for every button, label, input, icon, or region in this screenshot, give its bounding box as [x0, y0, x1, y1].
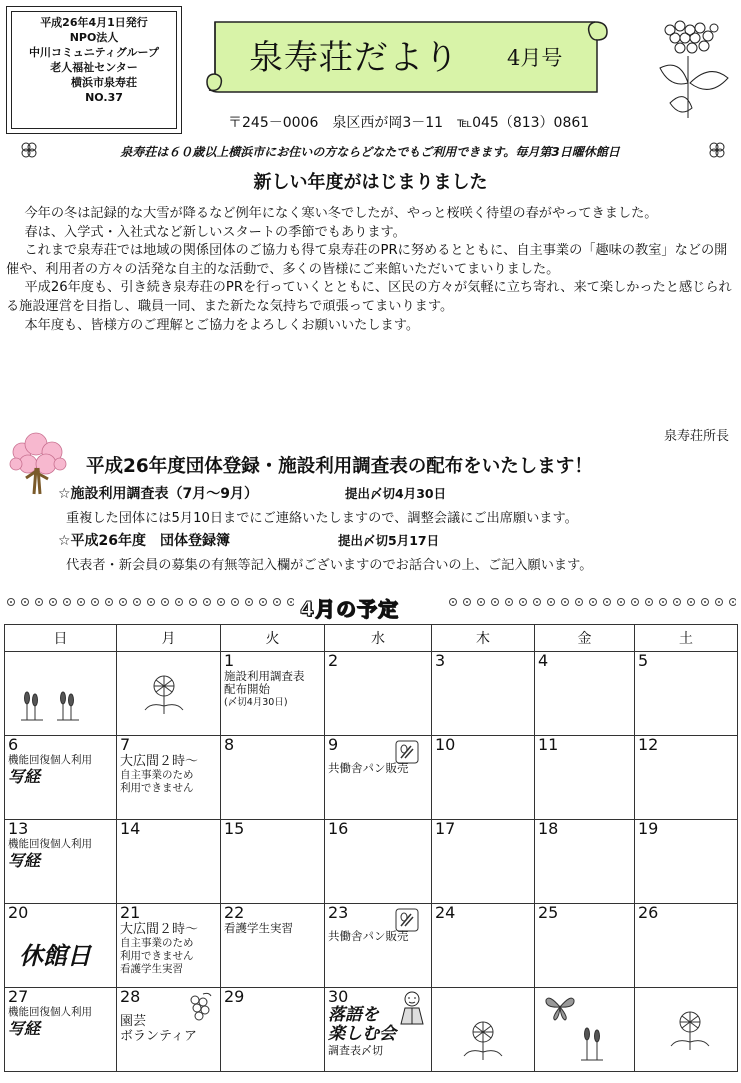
schedule-title: 4月の予定 [300, 597, 399, 621]
weekday-fri: 金 [535, 625, 635, 652]
org-line: 老人福祉センター [50, 61, 138, 74]
calendar-day [5, 736, 117, 820]
day-number: 23 [328, 903, 349, 922]
event-sutra-copying: 写経 [8, 1019, 41, 1038]
calendar-day [325, 652, 432, 736]
publish-date: 平成26年4月1日発行 [40, 16, 148, 29]
calendar-day [535, 820, 635, 904]
intro-paragraph: 平成26年度も、引き続き泉寿荘のPRを行っていくとともに、区民の方々が気軽に立ち寄れ、来て楽しかったと感じられる施設運営を目指し、職員一同、また新たな気持ちで頑張ってまいります。 [6, 280, 732, 314]
closed-day-label: 休館日 [19, 941, 91, 970]
dandelion-icon [458, 1018, 508, 1062]
rakugo-performer-icon [397, 990, 427, 1026]
day-number: 3 [435, 651, 446, 670]
event-text: 調査表〆切 [328, 1044, 383, 1057]
calendar-day [635, 736, 738, 820]
day-number: 9 [328, 735, 339, 754]
day-number: 4 [538, 651, 549, 670]
butterfly-icon [543, 992, 577, 1022]
calendar-week [5, 988, 738, 1072]
event-rakugo: 落語を [328, 1005, 379, 1025]
calendar-day [5, 820, 117, 904]
weekday-tue: 火 [221, 625, 325, 652]
dandelion-icon [139, 672, 189, 716]
event-text: 共働舎パン販売 [328, 761, 409, 775]
calendar-day [117, 820, 221, 904]
day-number: 12 [638, 735, 659, 754]
calendar-day [117, 652, 221, 736]
calendar-week [5, 652, 738, 736]
day-number: 7 [120, 735, 131, 754]
weekday-mon: 月 [117, 625, 221, 652]
org-line: NPO法人 [69, 31, 119, 44]
flower-border-icon [446, 595, 736, 609]
title-banner [197, 12, 609, 100]
dandelion-icon [665, 1008, 715, 1052]
calendar-week [5, 904, 738, 988]
event-text: 機能回復個人利用 [8, 1006, 92, 1018]
event-sutra-copying: 写経 [8, 767, 41, 786]
calendar-day [325, 820, 432, 904]
calendar-day [635, 904, 738, 988]
calendar-day [221, 820, 325, 904]
day-number: 2 [328, 651, 339, 670]
calendar-day [535, 736, 635, 820]
intro-body [6, 205, 736, 335]
newsletter-title: 泉寿荘だより [249, 38, 459, 78]
calendar-day [432, 988, 535, 1072]
event-sutra-copying: 写経 [8, 851, 41, 870]
calendar-day [432, 904, 535, 988]
calendar-week [5, 820, 738, 904]
intro-paragraph: 本年度も、皆様方のご理解とご協力をよろしくお願いいたします。 [24, 317, 420, 333]
intro-heading: 新しい年度がはじまりました [253, 172, 488, 193]
event-text: 大広間２時～ [120, 754, 199, 769]
issue-number: NO.37 [85, 91, 123, 104]
bread-icon [395, 740, 419, 764]
day-number: 19 [638, 819, 659, 838]
item-deadline: 提出〆切5月17日 [338, 533, 440, 548]
day-number: 14 [120, 819, 141, 838]
calendar-day [117, 736, 221, 820]
day-number: 17 [435, 819, 456, 838]
item-head: ☆施設利用調査表（7月～9月） [58, 486, 259, 502]
event-text: 機能回復個人利用 [8, 838, 92, 850]
event-text: 看護学生実習 [120, 963, 183, 975]
day-number: 24 [435, 903, 456, 922]
weekday-thu: 木 [432, 625, 535, 652]
reed-flower-icon [17, 688, 83, 722]
distribution-item [58, 530, 440, 550]
calendar-day [635, 820, 738, 904]
item-description: 重複した団体には5月10日までにご連絡いたしますので、調整会議にご出席願います。 [66, 511, 578, 526]
event-rakugo: 楽しむ会 [328, 1024, 396, 1044]
day-number: 13 [8, 819, 29, 838]
event-text: 共働舎パン販売 [328, 929, 409, 943]
day-number: 18 [538, 819, 559, 838]
monthly-calendar [4, 624, 738, 1072]
day-number: 28 [120, 987, 141, 1006]
item-description: 代表者・新会員の募集の有無等記入欄がございますのでお話合いの上、ご記入願います。 [66, 558, 593, 573]
calendar-day [117, 904, 221, 988]
event-text: 配布開始 [224, 682, 270, 696]
intro-paragraph: 春は、入学式・入社式など新しいスタートの季節でもあります。 [24, 224, 406, 240]
weekday-wed: 水 [325, 625, 432, 652]
issue-info-box [6, 6, 182, 134]
day-number: 15 [224, 819, 245, 838]
day-number: 21 [120, 903, 141, 922]
day-number: 8 [224, 735, 235, 754]
calendar-day [635, 652, 738, 736]
day-number: 1 [224, 651, 235, 670]
event-text: 施設利用調査表 [224, 669, 305, 683]
weekday-sun: 日 [5, 625, 117, 652]
calendar-day [325, 904, 432, 988]
day-number: 22 [224, 903, 245, 922]
calendar-day [432, 652, 535, 736]
calendar-day [535, 652, 635, 736]
hydrangea-icon [640, 8, 735, 128]
event-text: 利用できません [120, 950, 194, 962]
grape-icon [183, 990, 213, 1026]
day-number: 30 [328, 987, 349, 1006]
calendar-week [5, 736, 738, 820]
calendar-day [221, 652, 325, 736]
org-line: 横浜市泉寿荘 [71, 76, 137, 89]
item-deadline: 提出〆切4月30日 [345, 486, 447, 501]
event-text: 自主事業のため [120, 937, 194, 949]
calendar-day [432, 736, 535, 820]
day-number: 29 [224, 987, 245, 1006]
event-text: 看護学生実習 [224, 921, 293, 935]
day-number: 5 [638, 651, 649, 670]
day-number: 11 [538, 735, 559, 754]
intro-paragraph: 今年の冬は記録的な大雪が降るなど例年になく寒い冬でしたが、やっと桜咲く待望の春がやってきました。 [24, 206, 658, 221]
issue-month: 4月号 [507, 46, 563, 70]
reed-flower-icon [577, 1024, 607, 1064]
weekday-header-row [5, 625, 738, 652]
calendar-day [635, 988, 738, 1072]
calendar-day [117, 988, 221, 1072]
calendar-day [5, 652, 117, 736]
event-text: ボランティア [120, 1029, 197, 1044]
calendar-day [535, 988, 635, 1072]
eligibility-notice: 泉寿荘は６０歳以上横浜市にお住いの方ならどなたでもご利用できます。毎月第3日曜休館日 [120, 145, 620, 159]
distribution-item [58, 483, 447, 503]
item-head: ☆平成26年度 団体登録簿 [58, 533, 231, 549]
intro-paragraph: これまで泉寿荘では地域の関係団体のご協力も得て泉寿荘のPRに努めるとともに、自主事業の「趣味の教室」などの開催や、利用者の方々の活発な自主的な活動で、多くの皆様にご来館いただいてまいりました。 [6, 243, 728, 277]
event-text: (〆切4月30日) [224, 697, 288, 708]
calendar-day [5, 988, 117, 1072]
org-line: 中川コミュニティグループ [28, 46, 160, 59]
event-text: 園芸 [120, 1014, 147, 1029]
day-number: 20 [8, 903, 29, 922]
event-text: 利用できません [120, 782, 194, 794]
flower-border-icon [4, 595, 294, 609]
calendar-day [5, 904, 117, 988]
event-text: 大広間２時～ [120, 922, 199, 937]
calendar-day [221, 736, 325, 820]
calendar-day [325, 988, 432, 1072]
clover-icon [18, 140, 40, 160]
contact-address: 〒245－0006 泉区西が岡3－11 ℡045（813）0861 [228, 115, 590, 131]
calendar-day [221, 904, 325, 988]
day-number: 26 [638, 903, 659, 922]
calendar-day [325, 736, 432, 820]
signature: 泉寿荘所長 [663, 429, 729, 444]
calendar-day [432, 820, 535, 904]
clover-icon [706, 140, 728, 160]
event-text: 自主事業のため [120, 769, 194, 781]
day-number: 25 [538, 903, 559, 922]
bread-icon [395, 908, 419, 932]
calendar-day [221, 988, 325, 1072]
weekday-sat: 土 [635, 625, 738, 652]
distribution-heading: 平成26年度団体登録・施設利用調査表の配布をいたします！ [86, 456, 593, 477]
day-number: 27 [8, 987, 29, 1006]
calendar-day [535, 904, 635, 988]
day-number: 16 [328, 819, 349, 838]
event-text: 機能回復個人利用 [8, 754, 92, 766]
day-number: 6 [8, 735, 19, 754]
day-number: 10 [435, 735, 456, 754]
